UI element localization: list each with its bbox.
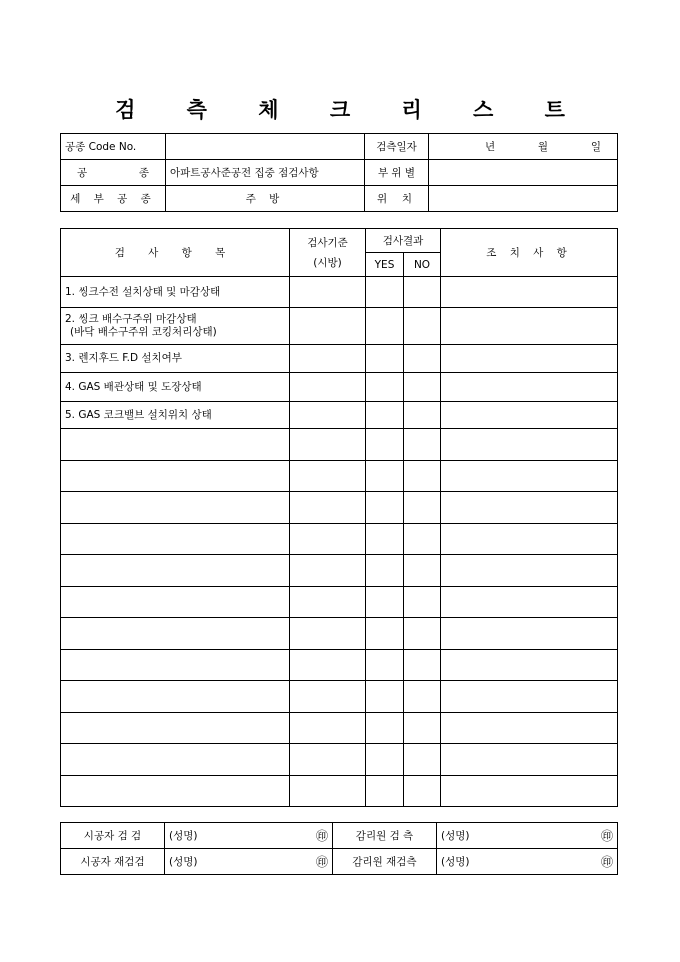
yes-cell[interactable] [366, 586, 404, 618]
yes-cell[interactable] [366, 744, 404, 776]
action-cell[interactable] [441, 712, 618, 744]
yes-cell[interactable] [366, 373, 404, 402]
action-cell[interactable] [441, 373, 618, 402]
document-title: 검 측 체 크 리 스 트 [115, 97, 587, 122]
action-cell[interactable] [441, 402, 618, 429]
yes-cell[interactable] [366, 492, 404, 524]
standard-cell[interactable] [290, 277, 366, 308]
yes-cell[interactable] [366, 277, 404, 308]
table-row [61, 402, 618, 429]
table-row [61, 492, 618, 524]
standard-cell[interactable] [290, 460, 366, 492]
action-cell[interactable] [441, 429, 618, 461]
no-cell[interactable] [404, 429, 441, 461]
table-row [61, 373, 618, 402]
table-row [61, 744, 618, 776]
standard-cell[interactable] [290, 649, 366, 681]
table-row [61, 555, 618, 587]
standard-cell[interactable] [290, 712, 366, 744]
col-yes-header: YES [366, 253, 404, 277]
check-item[interactable] [61, 555, 290, 587]
standard-cell[interactable] [290, 586, 366, 618]
check-item[interactable] [61, 492, 290, 524]
yes-cell[interactable] [366, 523, 404, 555]
detail-value[interactable]: 주 방 [166, 186, 365, 212]
yes-cell[interactable] [366, 308, 404, 345]
action-cell[interactable] [441, 744, 618, 776]
table-row [61, 586, 618, 618]
table-row [61, 649, 618, 681]
yes-cell[interactable] [366, 649, 404, 681]
table-row [61, 681, 618, 713]
table-row [61, 712, 618, 744]
no-cell[interactable] [404, 492, 441, 524]
checklist-table [60, 228, 618, 807]
work-value[interactable]: 아파트공사준공전 집중 점검사항 [166, 160, 365, 186]
check-item[interactable] [61, 681, 290, 713]
part-value[interactable] [429, 160, 618, 186]
yes-cell[interactable] [366, 681, 404, 713]
seal-icon: ㊞ [315, 829, 328, 843]
date-day: 일 [590, 141, 601, 153]
yes-cell[interactable] [366, 712, 404, 744]
table-row [61, 460, 618, 492]
no-cell[interactable] [404, 744, 441, 776]
code-value[interactable] [166, 134, 365, 160]
standard-cell[interactable] [290, 429, 366, 461]
seal-icon: ㊞ [600, 855, 613, 869]
supervisor-recheck-label: 감리원 재검측 [333, 849, 437, 875]
yes-cell[interactable] [366, 345, 404, 373]
standard-cell[interactable] [290, 373, 366, 402]
no-cell[interactable] [404, 649, 441, 681]
action-cell[interactable] [441, 649, 618, 681]
location-value[interactable] [429, 186, 618, 212]
check-item[interactable] [61, 618, 290, 650]
col-action-header: 조 치 사 항 [441, 229, 618, 277]
check-item[interactable] [61, 523, 290, 555]
no-cell[interactable] [404, 345, 441, 373]
check-item[interactable] [61, 649, 290, 681]
seal-icon: ㊞ [600, 829, 613, 843]
no-cell[interactable] [404, 373, 441, 402]
date-year: 년 [485, 141, 496, 153]
standard-cell[interactable] [290, 681, 366, 713]
name-placeholder: (성명) [169, 830, 198, 842]
standard-cell[interactable] [290, 775, 366, 807]
no-cell[interactable] [404, 681, 441, 713]
action-cell[interactable] [441, 618, 618, 650]
no-cell[interactable] [404, 555, 441, 587]
yes-cell[interactable] [366, 402, 404, 429]
contractor-check-sign[interactable] [165, 823, 333, 849]
check-item: 5. GAS 코크밸브 설치위치 상태 [61, 402, 290, 429]
standard-cell[interactable] [290, 618, 366, 650]
check-item[interactable] [61, 744, 290, 776]
part-label: 부 위 별 [365, 160, 429, 186]
action-cell[interactable] [441, 277, 618, 308]
no-cell[interactable] [404, 277, 441, 308]
supervisor-check-label: 감리원 검 측 [333, 823, 437, 849]
yes-cell[interactable] [366, 618, 404, 650]
date-value[interactable] [429, 134, 618, 160]
standard-cell[interactable] [290, 308, 366, 345]
col-standard-line2: (시방) [313, 256, 342, 269]
location-label: 위 치 [365, 186, 429, 212]
col-standard-header [290, 229, 366, 277]
no-cell[interactable] [404, 618, 441, 650]
yes-cell[interactable] [366, 460, 404, 492]
no-cell[interactable] [404, 712, 441, 744]
supervisor-check-sign[interactable] [437, 823, 618, 849]
no-cell[interactable] [404, 460, 441, 492]
date-month: 월 [537, 141, 549, 153]
contractor-check-label: 시공자 검 검 [61, 823, 165, 849]
check-item: 4. GAS 배관상태 및 도장상태 [61, 373, 290, 402]
code-label: 공종 Code No. [61, 134, 166, 160]
col-result-header: 검사결과 [366, 229, 441, 253]
name-placeholder: (성명) [169, 856, 198, 868]
work-label: 공 종 [61, 160, 166, 186]
no-cell[interactable] [404, 523, 441, 555]
standard-cell[interactable] [290, 345, 366, 373]
yes-cell[interactable] [366, 555, 404, 587]
no-cell[interactable] [404, 402, 441, 429]
detail-label: 세 부 공 종 [61, 186, 166, 212]
col-no-header: NO [404, 253, 441, 277]
action-cell[interactable] [441, 460, 618, 492]
name-placeholder: (성명) [441, 830, 470, 842]
signature-table [60, 822, 618, 875]
action-cell[interactable] [441, 555, 618, 587]
standard-cell[interactable] [290, 744, 366, 776]
col-standard-line1: 검사기준 [307, 236, 348, 249]
standard-cell[interactable] [290, 555, 366, 587]
table-row [61, 429, 618, 461]
standard-cell[interactable] [290, 492, 366, 524]
standard-cell[interactable] [290, 402, 366, 429]
contractor-recheck-sign[interactable] [165, 849, 333, 875]
check-item[interactable] [61, 460, 290, 492]
action-cell[interactable] [441, 308, 618, 345]
check-item[interactable] [61, 712, 290, 744]
contractor-recheck-label: 시공자 재검검 [61, 849, 165, 875]
name-placeholder: (성명) [441, 856, 470, 868]
standard-cell[interactable] [290, 523, 366, 555]
action-cell[interactable] [441, 586, 618, 618]
check-item[interactable] [61, 429, 290, 461]
date-label: 검측일자 [365, 134, 429, 160]
col-item-header: 검 사 항 목 [61, 229, 290, 277]
seal-icon: ㊞ [315, 855, 328, 869]
action-cell[interactable] [441, 775, 618, 807]
header-info-table [60, 133, 618, 212]
check-item[interactable] [61, 775, 290, 807]
check-item: 2. 씽크 배수구주위 마감상태 (바닥 배수구주위 코킹처리상태) [61, 308, 290, 345]
table-row [61, 618, 618, 650]
no-cell[interactable] [404, 775, 441, 807]
table-row [61, 523, 618, 555]
empty-rows [61, 429, 618, 807]
action-cell[interactable] [441, 345, 618, 373]
yes-cell[interactable] [366, 775, 404, 807]
check-item: 3. 렌지후드 F.D 설치여부 [61, 345, 290, 373]
table-row [61, 277, 618, 308]
action-cell[interactable] [441, 492, 618, 524]
check-item: 1. 씽크수전 설치상태 및 마감상태 [61, 277, 290, 308]
table-row [61, 308, 618, 345]
table-row [61, 775, 618, 807]
check-item[interactable] [61, 586, 290, 618]
action-cell[interactable] [441, 523, 618, 555]
supervisor-recheck-sign[interactable] [437, 849, 618, 875]
no-cell[interactable] [404, 308, 441, 345]
no-cell[interactable] [404, 586, 441, 618]
action-cell[interactable] [441, 681, 618, 713]
yes-cell[interactable] [366, 429, 404, 461]
table-row [61, 345, 618, 373]
